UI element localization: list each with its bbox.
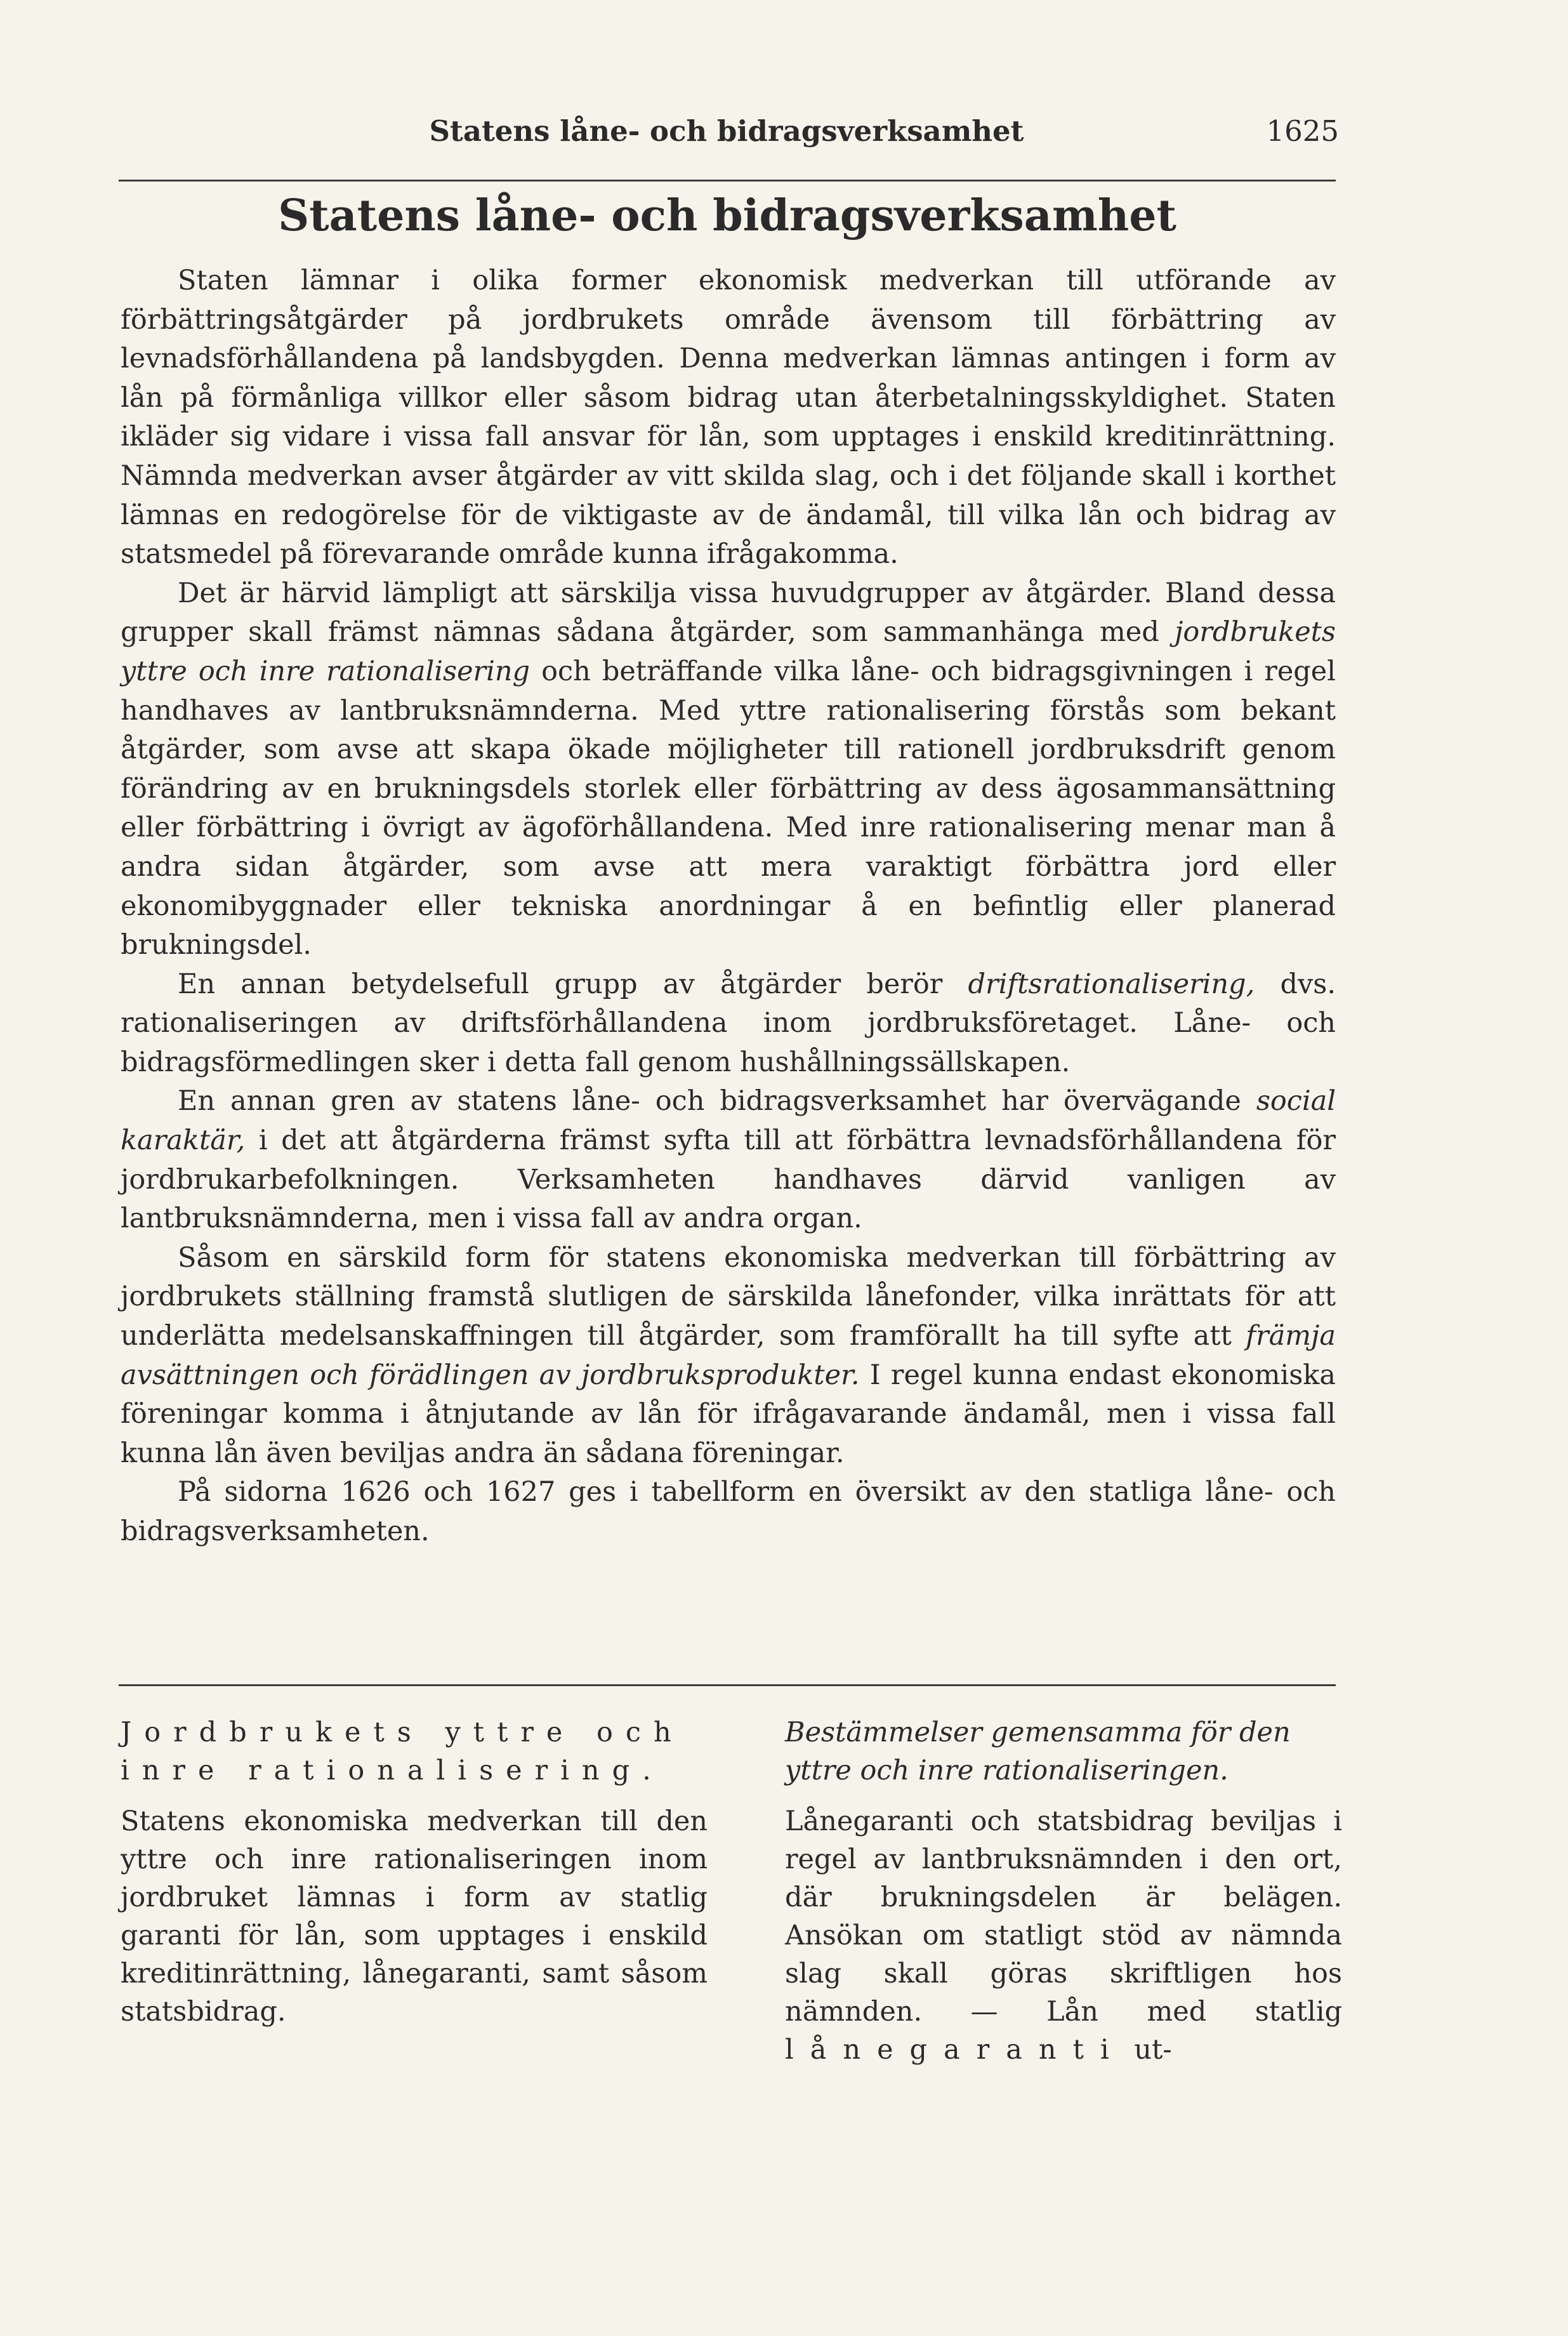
left-column-heading: Jordbrukets yttre och inre rationalisering. xyxy=(121,1717,684,1786)
paragraph-2: Det är härvid lämpligt att särskilja vissa huvudgrupper av åtgärder. Bland dessa grupper skall främst nämnas sådana åtgärder, som sammanhänga med jordbrukets yttre och inre rationalisering och beträffande vilka låne- och bidragsgivningen i regel handhaves av lantbruksnämnderna. Med yttre rationalisering förstås som bekant åtgärder, som avse att skapa ökade möjligheter till rationell jordbruksdrift genom förändring av en brukningsdels storlek eller förbättring av dess ägosammansättning eller förbättring i övrigt av ägoförhållandena. Med inre rationalisering menar man å andra sidan åtgärder, som avse att mera varaktigt förbättra jord eller ekonomibyggnader eller tekniska anordningar å en befintlig eller planerad brukningsdel. xyxy=(121,577,1336,961)
left-column-text: Statens ekonomiska medverkan till den yttre och inre rationaliseringen inom jordbruket lämnas i form av statlig garanti för lån, som upptages i enskild kreditinrättning, lånegaranti, samt såsom statsbidrag. xyxy=(121,1805,708,2028)
main-body xyxy=(121,261,1336,1552)
right-column xyxy=(785,1713,1342,2069)
paragraph-6: På sidorna 1626 och 1627 ges i tabellform en översikt av den statliga låne- och bidragsverksamheten. xyxy=(121,1476,1336,1547)
right-column-text: Lånegaranti och statsbidrag beviljas i regel av lantbruksnämnden i den ort, där brukningsdelen är belägen. Ansökan om statligt stöd av nämnda slag skall göras skriftligen hos nämnden. — Lån med statlig lånegaranti ut- xyxy=(785,1805,1342,2066)
header-rule xyxy=(119,180,1336,181)
left-column xyxy=(121,1713,708,2031)
page-title: Statens låne- och bidragsverksamhet xyxy=(278,190,1176,241)
running-header xyxy=(114,108,1339,152)
right-column-heading: Bestämmelser gemensamma för den yttre och inre rationaliseringen. xyxy=(785,1717,1291,1786)
section-rule xyxy=(119,1684,1336,1686)
page-number: 1625 xyxy=(1266,114,1339,148)
running-header-title: Statens låne- och bidragsverksamhet xyxy=(429,114,1024,148)
paragraph-5: Såsom en särskild form för statens ekonomiska medverkan till förbättring av jordbrukets ställning framstå slutligen de särskilda lånefonder, vilka inrättats för att underlätta medelsanskaffningen till åtgärder, som framförallt ha till syfte att främja avsättningen och förädlingen av jordbruksprodukter. I regel kunna endast ekonomiska föreningar komma i åtnjutande av lån för ifrågavarande ändamål, men i vissa fall kunna lån även beviljas andra än sådana föreningar. xyxy=(121,1241,1336,1469)
paragraph-1: Staten lämnar i olika former ekonomisk medverkan till utförande av förbättringsåtgärder på jordbrukets område ävensom till förbättring av levnadsförhållandena på landsbygden. Denna medverkan lämnas antingen i form av lån på förmånliga villkor eller såsom bidrag utan återbetalningsskyldighet. Staten ikläder sig vidare i vissa fall ansvar för lån, som upptages i enskild kreditinrättning. Nämnda medverkan avser åtgärder av vitt skilda slag, och i det följande skall i korthet lämnas en redogörelse för de viktigaste av de ändamål, till vilka lån och bidrag av statsmedel på förevarande område kunna ifrågakomma. xyxy=(121,265,1336,571)
paragraph-3: En annan betydelsefull grupp av åtgärder berör driftsrationalisering, dvs. rationaliseringen av driftsförhållandena inom jordbruksföretaget. Låne- och bidragsförmedlingen sker i detta fall genom hushållningssällskapen. xyxy=(121,968,1336,1078)
paragraph-4: En annan gren av statens låne- och bidragsverksamhet har övervägande social karaktär, i det att åtgärderna främst syfta till att förbättra levnadsförhållandena för jordbrukarbefolkningen. Verksamheten handhaves därvid vanligen av lantbruksnämnderna, men i vissa fall av andra organ. xyxy=(121,1085,1336,1235)
